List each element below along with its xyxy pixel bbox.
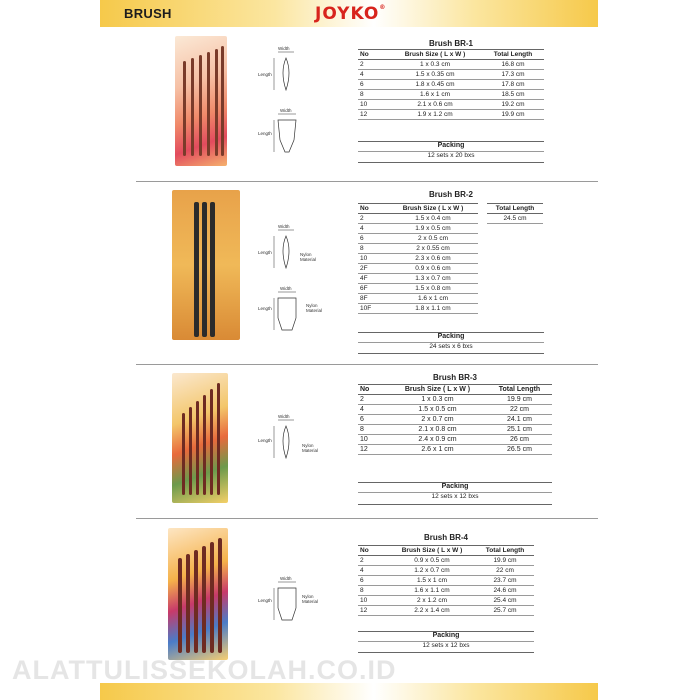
cell-no: 10	[358, 254, 388, 264]
table-row	[358, 70, 544, 80]
br2-packing-value: 24 sets x 6 bxs	[358, 343, 544, 354]
cell-size: 2.3 x 0.6 cm	[388, 254, 478, 264]
section-divider	[136, 518, 598, 519]
brand-logo: JOYKO®	[315, 4, 387, 24]
cell-no: 10	[358, 100, 388, 110]
br3-product-image	[172, 373, 228, 503]
watermark: ALATTULISSEKOLAH.CO.ID	[12, 655, 397, 685]
section-divider	[136, 364, 598, 365]
cell-length: 22 cm	[487, 405, 552, 415]
cell-size: 2 x 0.55 cm	[388, 244, 478, 254]
table-row	[358, 80, 544, 90]
br2-nylon-label: Nylon Material	[306, 303, 323, 313]
cell-no: 2F	[358, 264, 388, 274]
cell-no: 10F	[358, 304, 388, 314]
br4-title: Brush BR-4	[423, 533, 468, 542]
table-row	[358, 435, 552, 445]
br3-length-label: Length	[258, 438, 272, 443]
cell-length: 25.4 cm	[476, 596, 534, 606]
table-row	[358, 284, 478, 294]
cell-no: 8F	[358, 294, 388, 304]
cell-size: 1.5 x 0.4 cm	[388, 214, 478, 224]
cell-length: 24.1 cm	[487, 415, 552, 425]
cell-size: 2 x 0.7 cm	[388, 415, 487, 425]
cell-no: 6	[358, 415, 388, 425]
cell-no: 8	[358, 586, 388, 596]
cell-size: 1.8 x 0.45 cm	[388, 80, 482, 90]
br2-width-label: Width	[280, 286, 292, 291]
br1-brush	[199, 55, 202, 156]
br4-brush	[194, 550, 198, 653]
cell-no: 2	[358, 214, 388, 224]
cell-no: 8	[358, 425, 388, 435]
br3-brush	[217, 383, 220, 495]
cell-length: 17.3 cm	[482, 70, 544, 80]
cell-size: 1.5 x 0.8 cm	[388, 284, 478, 294]
cell-no: 8	[358, 244, 388, 254]
cell-size: 2.1 x 0.6 cm	[388, 100, 482, 110]
table-row	[358, 576, 534, 586]
cell-no: 6	[358, 576, 388, 586]
cell-length: 26.5 cm	[487, 445, 552, 455]
br3-brush	[182, 413, 185, 495]
table-row	[358, 596, 534, 606]
br1-brush	[221, 46, 224, 156]
cell-size: 1.5 x 0.5 cm	[388, 405, 487, 415]
br1-table	[358, 49, 544, 120]
table-row	[358, 100, 544, 110]
col-no-header: No	[358, 385, 388, 395]
cell-size: 2 x 1.2 cm	[388, 596, 476, 606]
table-row	[358, 294, 478, 304]
table-row	[487, 214, 543, 224]
cell-size: 1 x 0.3 cm	[388, 60, 482, 70]
cell-size: 2.6 x 1 cm	[388, 445, 487, 455]
cell-no: 12	[358, 110, 388, 120]
cell-size: 1.5 x 1 cm	[388, 576, 476, 586]
br4-length-label: Length	[258, 598, 272, 603]
br1-product-image	[175, 36, 227, 166]
table-header-row	[358, 385, 552, 395]
br2-brush	[194, 202, 199, 337]
table-header-row	[358, 204, 478, 214]
cell-size: 1.9 x 0.5 cm	[388, 224, 478, 234]
br3-brush	[189, 407, 192, 495]
cell-length: 16.8 cm	[482, 60, 544, 70]
br1-length-label: Length	[258, 131, 272, 136]
section-divider	[136, 181, 598, 182]
cell-no: 4	[358, 566, 388, 576]
cell-length: 18.5 cm	[482, 90, 544, 100]
col-size-header: Brush Size ( L x W )	[388, 385, 487, 395]
table-row	[358, 214, 478, 224]
table-header-row	[487, 204, 543, 214]
br3-brush	[196, 401, 199, 495]
br4-brush	[218, 538, 222, 653]
br2-table	[358, 203, 478, 314]
table-row	[358, 586, 534, 596]
br2-product-image	[172, 190, 240, 340]
br2-packing-label: Packing	[358, 332, 544, 343]
cell-size: 1.6 x 1 cm	[388, 90, 482, 100]
catalog-page	[12, 0, 598, 700]
br1-title: Brush BR-1	[428, 39, 473, 48]
cell-no: 10	[358, 435, 388, 445]
cell-length: 22 cm	[476, 566, 534, 576]
table-row	[358, 224, 478, 234]
col-length-header: Total Length	[482, 50, 544, 60]
cell-size: 1.8 x 1.1 cm	[388, 304, 478, 314]
col-no-header: No	[358, 546, 388, 556]
br1-brush	[207, 52, 210, 156]
br4-packing-label: Packing	[358, 631, 534, 642]
table-row	[358, 566, 534, 576]
col-length-header: Total Length	[476, 546, 534, 556]
col-no-header: No	[358, 50, 388, 60]
table-row	[358, 556, 534, 566]
table-row	[358, 110, 544, 120]
br4-brush	[202, 546, 206, 653]
cell-length: 26 cm	[487, 435, 552, 445]
cell-no: 4F	[358, 274, 388, 284]
br2-length-table	[487, 203, 543, 224]
br2-length-label: Length	[258, 250, 272, 255]
col-size-header: Brush Size ( L x W )	[388, 546, 476, 556]
cell-no: 12	[358, 445, 388, 455]
br1-packing-label: Packing	[358, 141, 544, 152]
table-row	[358, 445, 552, 455]
cell-no: 6F	[358, 284, 388, 294]
cell-no: 2	[358, 60, 388, 70]
br1-brush	[183, 61, 186, 156]
table-row	[358, 395, 552, 405]
cell-size: 0.9 x 0.6 cm	[388, 264, 478, 274]
br3-width-label: Width	[278, 414, 290, 419]
br3-packing-value: 12 sets x 12 bxs	[358, 493, 552, 505]
page-title: BRUSH	[124, 6, 172, 21]
cell-no: 4	[358, 70, 388, 80]
cell-no: 8	[358, 90, 388, 100]
br2-title: Brush BR-2	[428, 190, 473, 199]
col-no-header: No	[358, 204, 388, 214]
table-row	[358, 304, 478, 314]
br3-title: Brush BR-3	[432, 373, 477, 382]
cell-length: 23.7 cm	[476, 576, 534, 586]
br3-packing-label: Packing	[358, 482, 552, 493]
br1-length-label: Length	[258, 72, 272, 77]
table-row	[358, 425, 552, 435]
cell-size: 1.9 x 1.2 cm	[388, 110, 482, 120]
br2-total-length: 24.5 cm	[487, 214, 543, 224]
col-length-header: Total Length	[487, 385, 552, 395]
cell-size: 1.2 x 0.7 cm	[388, 566, 476, 576]
table-row	[358, 606, 534, 616]
table-row	[358, 264, 478, 274]
cell-size: 0.9 x 0.5 cm	[388, 556, 476, 566]
br2-brush	[210, 202, 215, 337]
col-size-header: Brush Size ( L x W )	[388, 204, 478, 214]
br1-brush	[215, 49, 218, 156]
cell-length: 17.8 cm	[482, 80, 544, 90]
table-row	[358, 254, 478, 264]
br4-brush	[210, 542, 214, 653]
br3-brush	[210, 389, 213, 495]
cell-size: 1.3 x 0.7 cm	[388, 274, 478, 284]
br2-flat-brush-diagram	[258, 290, 308, 335]
br1-width-label: Width	[280, 108, 292, 113]
cell-size: 2 x 0.5 cm	[388, 234, 478, 244]
table-row	[358, 234, 478, 244]
br1-brush	[191, 58, 194, 156]
table-row	[358, 274, 478, 284]
cell-size: 1.6 x 1.1 cm	[388, 586, 476, 596]
br1-width-label: Width	[278, 46, 290, 51]
table-row	[358, 90, 544, 100]
table-row	[358, 60, 544, 70]
br2-nylon-label: Nylon Material	[300, 252, 317, 262]
col-length-header: Total Length	[487, 204, 543, 214]
cell-no: 6	[358, 234, 388, 244]
br2-brush	[202, 202, 207, 337]
br4-brush	[178, 558, 182, 653]
br3-brush	[203, 395, 206, 495]
br4-product-image	[168, 528, 228, 660]
cell-length: 19.9 cm	[487, 395, 552, 405]
br4-brush	[186, 554, 190, 653]
br1-packing-value: 12 sets x 20 bxs	[358, 152, 544, 163]
col-size-header: Brush Size ( L x W )	[388, 50, 482, 60]
cell-no: 2	[358, 556, 388, 566]
cell-no: 4	[358, 405, 388, 415]
cell-size: 1.5 x 0.35 cm	[388, 70, 482, 80]
cell-no: 2	[358, 395, 388, 405]
table-header-row	[358, 546, 534, 556]
cell-size: 2.2 x 1.4 cm	[388, 606, 476, 616]
br3-nylon-label: Nylon Material	[302, 443, 319, 453]
br2-width-label: Width	[278, 224, 290, 229]
br4-packing-value: 12 sets x 12 bxs	[358, 642, 534, 653]
cell-no: 6	[358, 80, 388, 90]
br4-width-label: Width	[280, 576, 292, 581]
cell-size: 2.4 x 0.9 cm	[388, 435, 487, 445]
cell-size: 2.1 x 0.8 cm	[388, 425, 487, 435]
cell-no: 4	[358, 224, 388, 234]
table-header-row	[358, 50, 544, 60]
cell-length: 19.9 cm	[476, 556, 534, 566]
cell-length: 24.6 cm	[476, 586, 534, 596]
cell-length: 25.1 cm	[487, 425, 552, 435]
br4-nylon-label: Nylon Material	[302, 594, 319, 604]
cell-size: 1 x 0.3 cm	[388, 395, 487, 405]
cell-size: 1.6 x 1 cm	[388, 294, 478, 304]
cell-length: 19.9 cm	[482, 110, 544, 120]
br3-table	[358, 384, 552, 455]
cell-no: 10	[358, 596, 388, 606]
cell-length: 19.2 cm	[482, 100, 544, 110]
table-row	[358, 244, 478, 254]
br4-table	[358, 545, 534, 616]
table-row	[358, 405, 552, 415]
cell-no: 12	[358, 606, 388, 616]
br2-length-label: Length	[258, 306, 272, 311]
cell-length: 25.7 cm	[476, 606, 534, 616]
table-row	[358, 415, 552, 425]
